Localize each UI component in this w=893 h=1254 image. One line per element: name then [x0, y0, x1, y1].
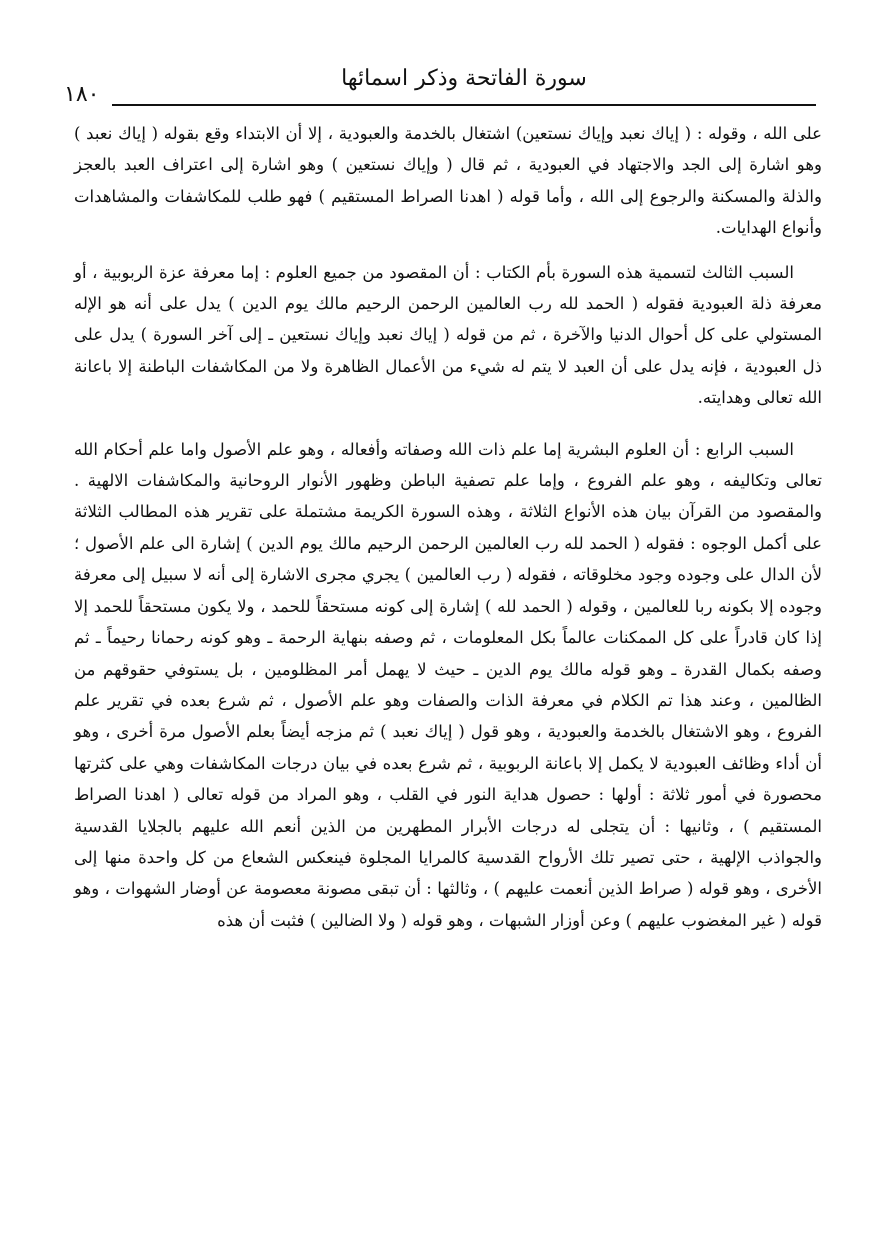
paragraph-third-reason: السبب الثالث لتسمية هذه السورة بأم الكتاب : أن المقصود من جميع العلوم : إما معرفة عزة الربوبية ، أو معرفة ذلة العبودية فقوله ( الحمد لله رب العالمين الرحمن الرحيم مالك يوم الدين ) يدل على أنه هو الإله المستولي على كل أحوال الدنيا والآخرة ، ثم من قوله ( إياك نعبد وإياك نستعين ـ إلى آخر السورة ) يدل على ذل العبودية ، فإنه يدل على أن العبد لا يتم له شيء من الأعمال الظاهرة ولا من المكاشفات الباطنة إلا باعانة الله تعالى وهدايته.: [74, 262, 822, 408]
running-title: سورة الفاتحة وذكر اسمائها: [341, 66, 587, 91]
page-header: [64, 62, 816, 107]
header-rule: [112, 104, 816, 106]
page-body: [74, 118, 822, 936]
page-number: ١٨٠: [64, 82, 100, 107]
paragraph-fourth-reason: السبب الرابع : أن العلوم البشرية إما علم ذات الله وصفاته وأفعاله ، وهو علم الأصول واما علم أحكام الله تعالى وتكاليفه ، وهو علم الفروع ، وإما علم تصفية الباطن وظهور الأنوار الروحانية والمكاشفات الالهية . والمقصود من القرآن بيان هذه الأنواع الثلاثة ، وهذه السورة الكريمة مشتملة على تقرير هذه المطالب الثلاثة على أكمل الوجوه : فقوله ( الحمد لله رب العالمين الرحمن الرحيم مالك يوم الدين ) إشارة الى علم الأصول ؛ لأن الدال على وجوده وجود مخلوقاته ، فقوله ( رب العالمين ) يجري مجرى الاشارة إلى أنه لا سبيل إلى معرفة وجوده إلا بكونه ربا للعالمين ، وقوله ( الحمد لله ) إشارة إلى كونه مستحقاً للحمد ، ولا يكون مستحقاً للحمد إلا إذا كان قادراً على كل الممكنات عالماً بكل المعلومات ، ثم وصفه بنهاية الرحمة ـ وهو كونه رحمانا رحيماً ـ ثم وصفه بكمال القدرة ـ وهو قوله مالك يوم الدين ـ حيث لا يهمل أمر المظلومين ، بل يستوفي حقوقهم من الظالمين ، وعند هذا تم الكلام في معرفة الذات والصفات وهو علم الأصول ، ثم شرع بعده في تقرير علم الفروع ، وهو الاشتغال بالخدمة والعبودية ، وهو قول ( إياك نعبد ) ثم مزجه أيضاً بعلم الأصول مرة أخرى ، وهو أن أداء وظائف العبودية لا يكمل إلا باعانة الربوبية ، ثم شرع بعده في بيان درجات المكاشفات وهي على كثرتها محصورة في أمور ثلاثة : أولها : حصول هداية النور في القلب ، وهو المراد من قوله تعالى ( اهدنا الصراط المستقيم ) ، وثانيها : أن يتجلى له درجات الأبرار المطهرين من الذين أنعم الله عليهم بالجلايا القدسية والجواذب الإلهية ، حتى تصير تلك الأرواح القدسية كالمرايا المجلوة فينعكس الشعاع من كل واحدة منها إلى الأخرى ، وهو قوله ( صراط الذين أنعمت عليهم ) ، وثالثها : أن تبقى مصونة معصومة عن أوضار الشهوات ، وهو قوله ( غير المغضوب عليهم ) وعن أوزار الشبهات ، وهو قوله ( ولا الضالين ) فثبت أن هذه: [74, 439, 822, 930]
paragraph-continuation: على الله ، وقوله : ( إياك نعبد وإياك نستعين) اشتغال بالخدمة والعبودية ، إلا أن الابتداء وقع بقوله ( إياك نعبد ) وهو اشارة إلى الجد والاجتهاد في العبودية ، ثم قال ( وإياك نستعين ) وهو اشارة إلى اعتراف العبد بالعجز والذلة والمسكنة والرجوع إلى الله ، وأما قوله ( اهدنا الصراط المستقيم ) فهو طلب للمكاشفات والمشاهدات وأنواع الهدايات.: [74, 124, 822, 238]
